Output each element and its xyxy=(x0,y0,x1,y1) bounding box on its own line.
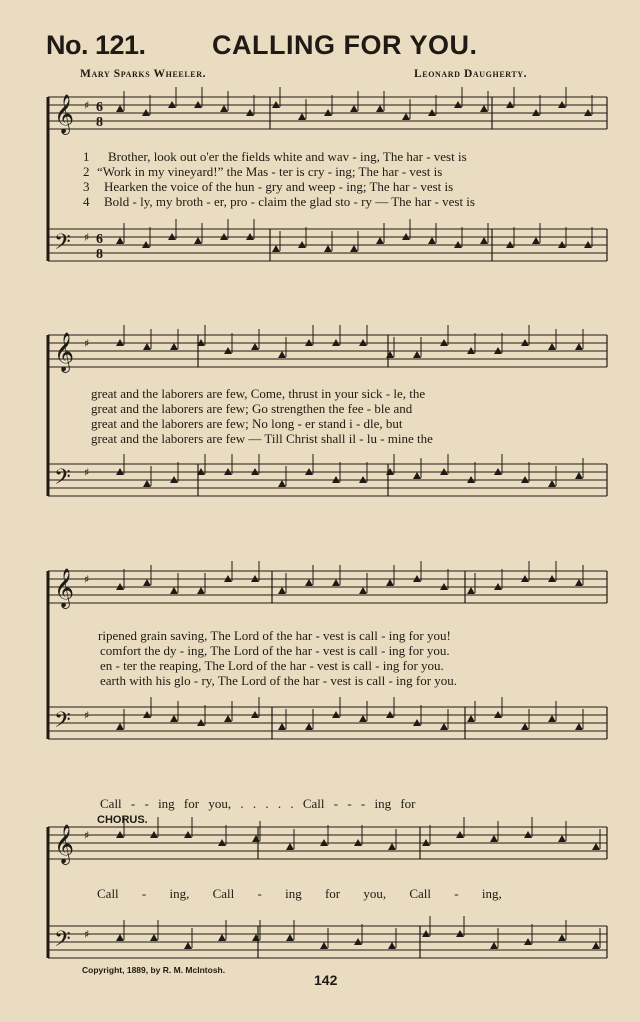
note-head xyxy=(413,351,421,358)
sharp-icon: ♯ xyxy=(84,99,90,112)
note-head xyxy=(194,237,202,244)
verse-number: 4 xyxy=(83,194,90,209)
note-head xyxy=(224,715,232,722)
note-head xyxy=(272,245,280,252)
note-head xyxy=(170,587,178,594)
note-head xyxy=(575,579,583,586)
note-head xyxy=(402,113,410,120)
note-head xyxy=(428,237,436,244)
sharp-icon: ♯ xyxy=(84,928,90,941)
lyric-line: great and the laborers are few — Till Christ shall il - lu - mine the xyxy=(91,431,433,446)
note-head xyxy=(286,843,294,850)
note-head xyxy=(548,480,556,487)
note-head xyxy=(116,723,124,730)
bass-clef-icon: 𝄢 xyxy=(54,230,71,260)
lyric-line: comfort the dy - ing, The Lord of the har - vest is call - ing for you. xyxy=(100,643,450,658)
note-head xyxy=(350,105,358,112)
note-head xyxy=(376,237,384,244)
lyric-line: en - ter the reaping, The Lord of the har - vest is call - ing for you. xyxy=(100,658,444,673)
note-head xyxy=(286,934,294,941)
hymn-number: No. 121. xyxy=(46,30,146,60)
verse-number: 1 xyxy=(83,149,90,164)
lyric-line: ripened grain saving, The Lord of the har - vest is call - ing for you! xyxy=(98,628,451,643)
note-head xyxy=(278,587,286,594)
note-head xyxy=(170,343,178,350)
note-head xyxy=(116,105,124,112)
note-head xyxy=(592,843,600,850)
note-head xyxy=(592,942,600,949)
lyric-line: Hearken the voice of the hun - gry and weep - ing; The har - vest is xyxy=(104,179,454,194)
sharp-icon: ♯ xyxy=(84,231,90,244)
note-head xyxy=(350,245,358,252)
note-head xyxy=(480,105,488,112)
treble-clef-icon: 𝄞 xyxy=(54,568,75,608)
note-head xyxy=(143,480,151,487)
note-head xyxy=(376,105,384,112)
note-head xyxy=(386,351,394,358)
hymn-title: CALLING FOR YOU. xyxy=(212,30,478,60)
note-head xyxy=(220,105,228,112)
lyric-line: great and the laborers are few; Go strengthen the fee - ble and xyxy=(91,401,413,416)
note-head xyxy=(467,715,475,722)
note-head xyxy=(467,587,475,594)
bass-clef-icon: 𝄢 xyxy=(54,708,71,738)
note-head xyxy=(278,480,286,487)
lyric-line: great and the laborers are few, Come, thrust in your sick - le, the xyxy=(91,386,426,401)
note-head xyxy=(521,723,529,730)
lyric-line: earth with his glo - ry, The Lord of the har - vest is call - ing for you. xyxy=(100,673,458,688)
note-head xyxy=(548,715,556,722)
note-head xyxy=(170,715,178,722)
note-head xyxy=(320,942,328,949)
bass-clef-icon: 𝄢 xyxy=(54,927,71,957)
note-head xyxy=(558,934,566,941)
note-head xyxy=(490,835,498,842)
note-head xyxy=(143,343,151,350)
lyric-line: great and the laborers are few; No long - er stand i - dle, but xyxy=(91,416,403,431)
note-head xyxy=(252,835,260,842)
time-signature-bottom: 8 xyxy=(96,115,103,130)
note-head xyxy=(251,343,259,350)
verse-number: 3 xyxy=(83,179,90,194)
note-head xyxy=(490,942,498,949)
note-head xyxy=(359,587,367,594)
note-head xyxy=(278,351,286,358)
note-head xyxy=(480,237,488,244)
note-head xyxy=(558,835,566,842)
copyright-notice: Copyright, 1889, by R. M. McIntosh. xyxy=(82,965,226,975)
lyric-line: “Work in my vineyard!” the Mas - ter is cry - ing; The har - vest is xyxy=(97,164,443,179)
chorus-label: CHORUS. xyxy=(97,814,148,826)
sharp-icon: ♯ xyxy=(84,829,90,842)
time-signature-top: 6 xyxy=(96,232,103,247)
bass-clef-icon: 𝄢 xyxy=(54,465,71,495)
note-head xyxy=(116,237,124,244)
note-head xyxy=(305,579,313,586)
time-signature-bottom: 8 xyxy=(96,247,103,262)
verse-number: 2 xyxy=(83,164,90,179)
treble-clef-icon: 𝄞 xyxy=(54,332,75,372)
note-head xyxy=(386,579,394,586)
composer-credit: Leonard Daugherty. xyxy=(414,68,528,80)
note-head xyxy=(413,472,421,479)
note-head xyxy=(388,942,396,949)
lyric-line: Bold - ly, my broth - er, pro - claim the glad sto - ry — The har - vest is xyxy=(104,194,475,209)
note-head xyxy=(252,934,260,941)
note-head xyxy=(332,579,340,586)
treble-clef-icon: 𝄞 xyxy=(54,94,75,134)
lyric-line: Brother, look out o'er the fields white and wav - ing, The har - vest is xyxy=(108,149,467,164)
note-head xyxy=(548,343,556,350)
sharp-icon: ♯ xyxy=(84,709,90,722)
note-head xyxy=(278,723,286,730)
note-head xyxy=(218,934,226,941)
note-head xyxy=(184,942,192,949)
chorus-upper-lyric: Call - - ing for you, . . . . . Call - - - ing for xyxy=(100,796,416,811)
note-head xyxy=(532,237,540,244)
note-head xyxy=(116,934,124,941)
note-head xyxy=(143,579,151,586)
note-head xyxy=(324,245,332,252)
note-head xyxy=(359,715,367,722)
sharp-icon: ♯ xyxy=(84,337,90,350)
note-head xyxy=(575,343,583,350)
sharp-icon: ♯ xyxy=(84,466,90,479)
treble-clef-icon: 𝄞 xyxy=(54,824,75,864)
note-head xyxy=(575,723,583,730)
page-number: 142 xyxy=(314,972,338,988)
note-head xyxy=(305,723,313,730)
note-head xyxy=(575,472,583,479)
note-head xyxy=(197,587,205,594)
sharp-icon: ♯ xyxy=(84,573,90,586)
note-head xyxy=(298,113,306,120)
note-head xyxy=(150,934,158,941)
author-credit: Mary Sparks Wheeler. xyxy=(80,68,207,80)
note-head xyxy=(388,843,396,850)
note-head xyxy=(440,723,448,730)
time-signature-top: 6 xyxy=(96,100,103,115)
chorus-lower-lyric: Call - ing, Call - ing for you, Call - ing, xyxy=(97,886,502,901)
